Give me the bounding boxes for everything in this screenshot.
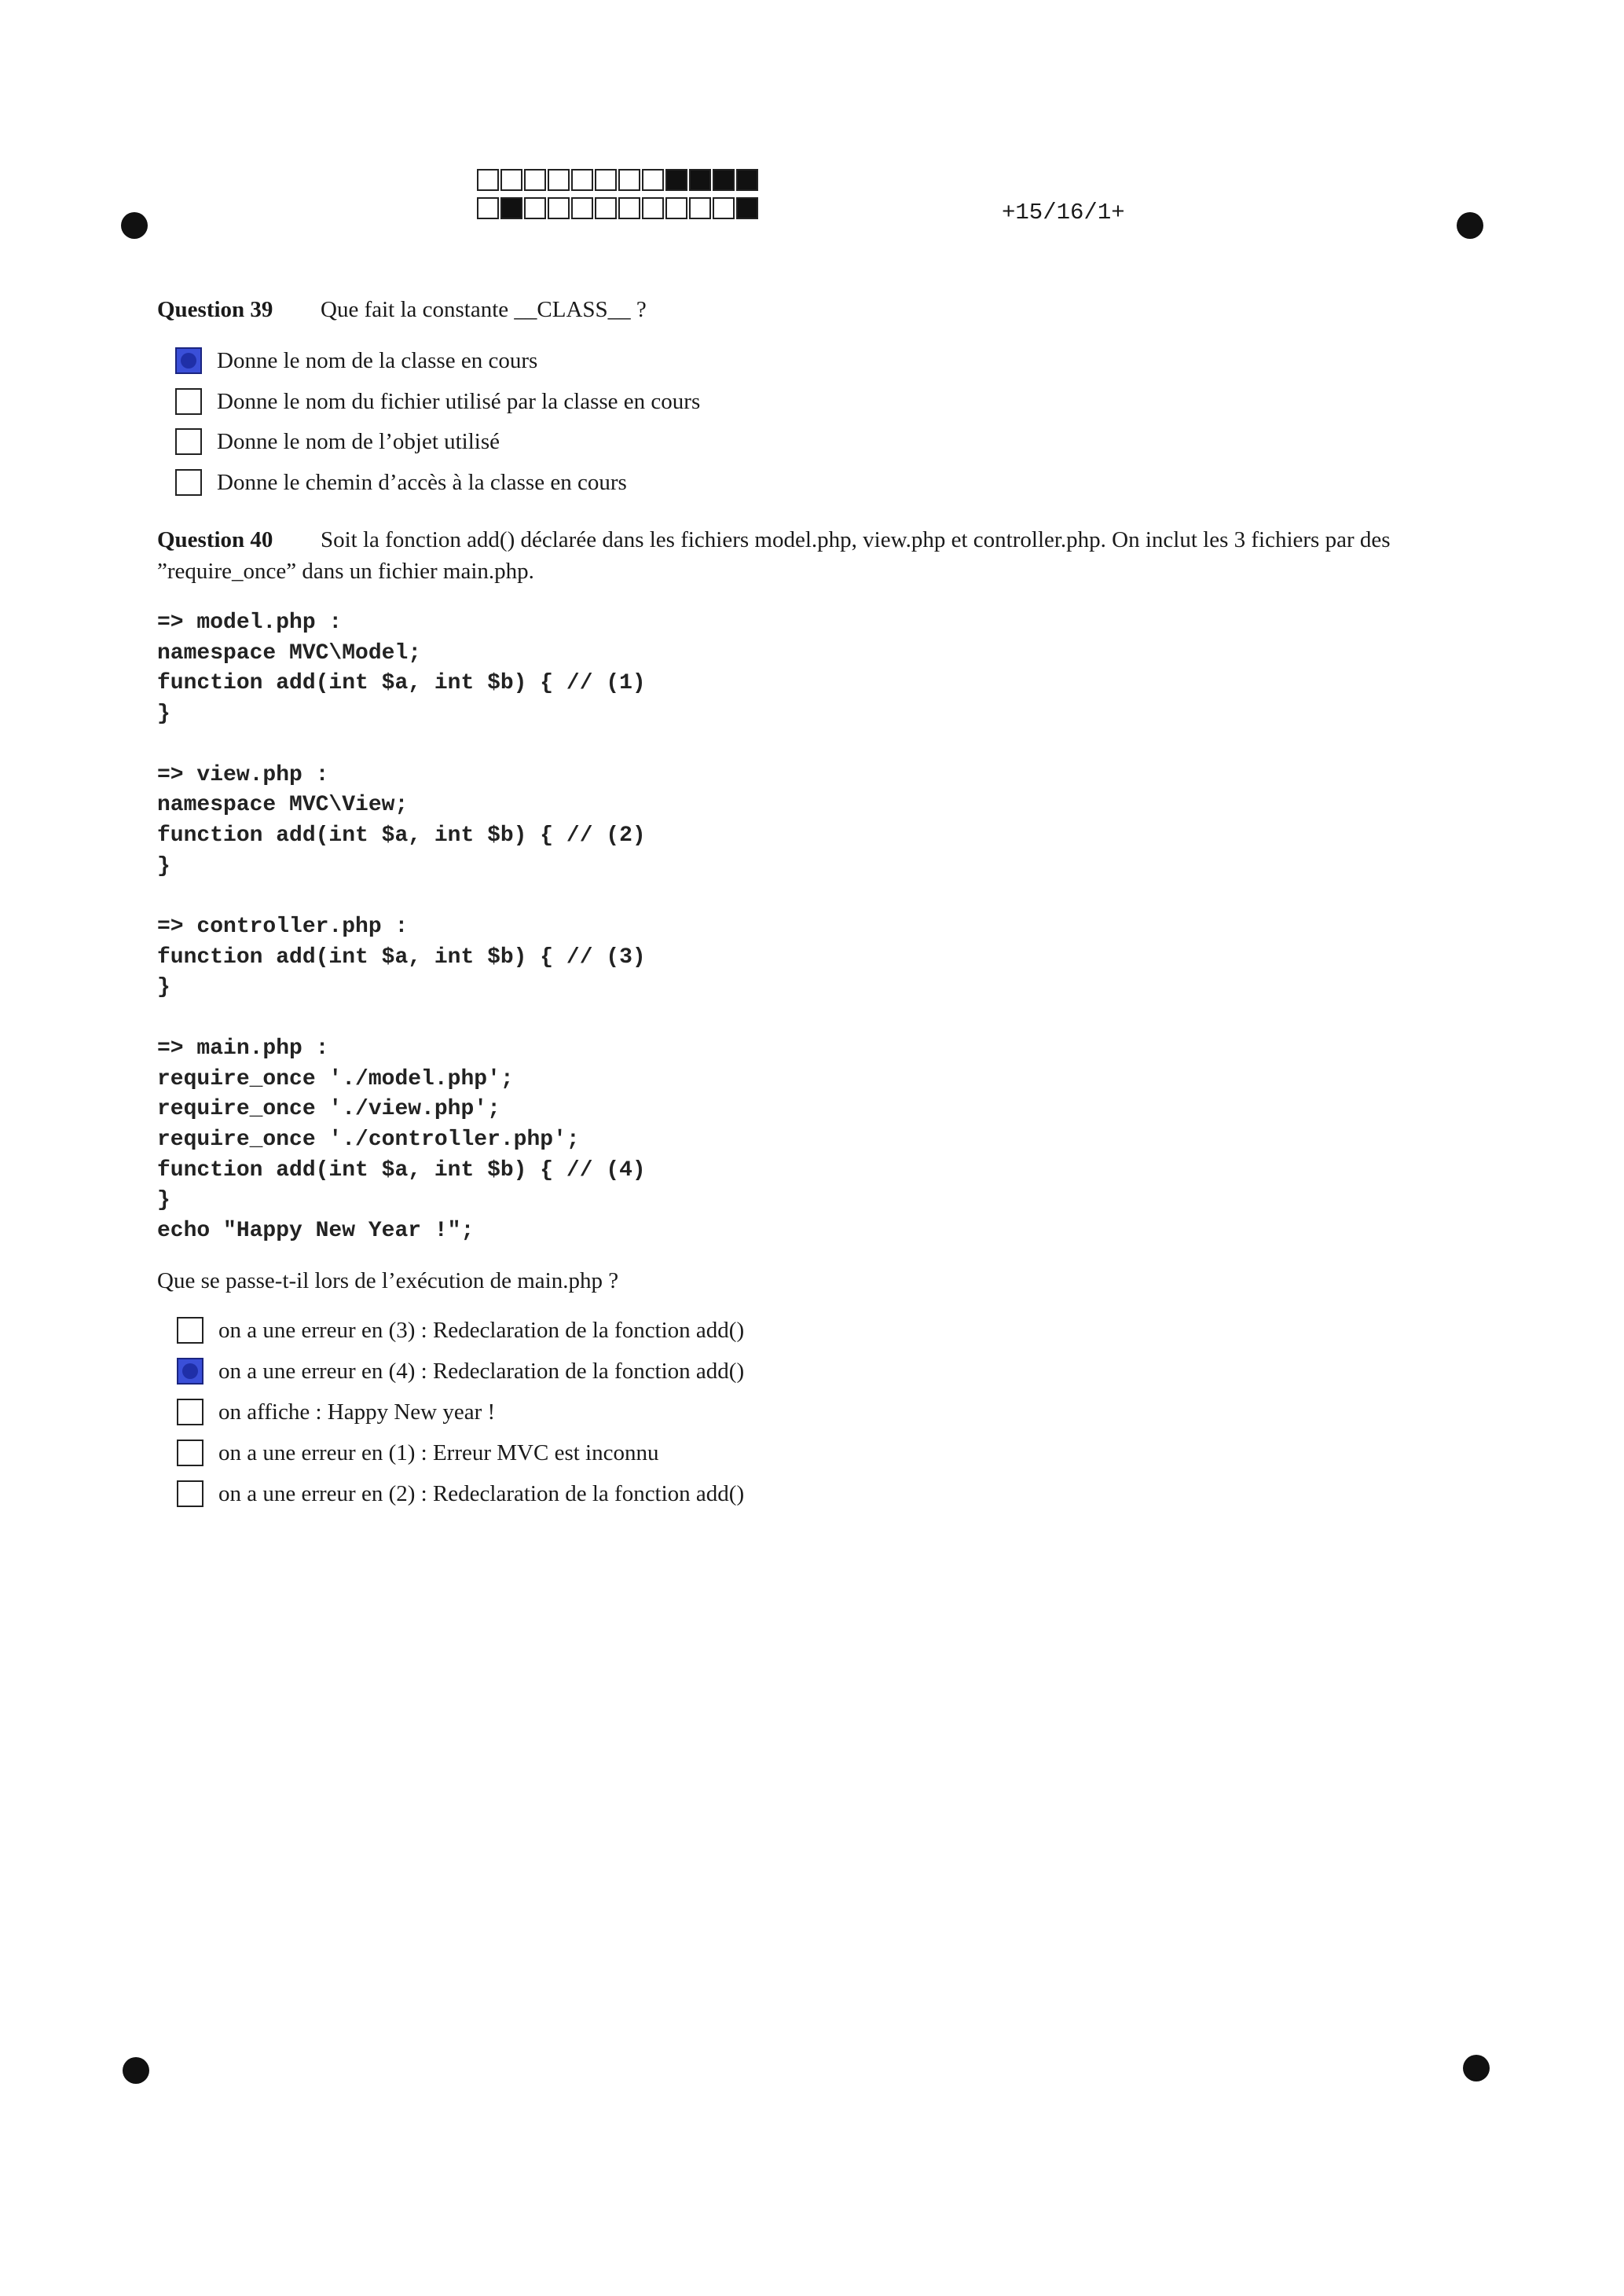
barcode-cell bbox=[689, 197, 711, 219]
answer-option[interactable] bbox=[177, 1437, 658, 1469]
answer-option[interactable] bbox=[175, 426, 500, 457]
question-40-heading bbox=[157, 524, 1454, 587]
barcode-cell bbox=[618, 197, 640, 219]
answer-label: on a une erreur en (3) : Redeclaration de la fonction add() bbox=[218, 1317, 745, 1343]
barcode-cell bbox=[642, 197, 664, 219]
answer-label: Donne le nom du fichier utilisé par la classe en cours bbox=[217, 388, 701, 414]
checkbox[interactable] bbox=[175, 388, 202, 415]
barcode-cell bbox=[571, 197, 593, 219]
page-id: +15/16/1+ bbox=[1002, 200, 1125, 226]
question-39-heading bbox=[157, 294, 647, 325]
barcode-cell bbox=[689, 169, 711, 191]
barcode-cell bbox=[500, 197, 522, 219]
barcode-cell bbox=[665, 169, 687, 191]
answer-label: Donne le nom de l’objet utilisé bbox=[217, 428, 500, 454]
barcode-row-1 bbox=[477, 169, 760, 191]
checkbox[interactable] bbox=[177, 1440, 203, 1466]
checkbox[interactable] bbox=[175, 428, 202, 455]
question-text: Soit la fonction add() déclarée dans les fichiers model.php, view.php et controller.php. On inclut les 3 fichiers par des ”require_once” dans un fichier main.php. bbox=[157, 527, 1391, 584]
checkbox[interactable] bbox=[175, 347, 202, 374]
registration-mark-bottom-left bbox=[123, 2057, 149, 2084]
barcode-cell bbox=[548, 197, 570, 219]
barcode-cell bbox=[477, 169, 499, 191]
checkbox[interactable] bbox=[177, 1480, 203, 1507]
barcode-cell bbox=[595, 197, 617, 219]
barcode-cell bbox=[736, 197, 758, 219]
barcode-cell bbox=[500, 169, 522, 191]
barcode-cell bbox=[618, 169, 640, 191]
barcode-cell bbox=[477, 197, 499, 219]
answer-option[interactable] bbox=[177, 1478, 744, 1509]
answer-option[interactable] bbox=[177, 1396, 495, 1428]
answer-label: Donne le chemin d’accès à la classe en cours bbox=[217, 469, 627, 495]
question-number: Question 39 bbox=[157, 297, 273, 322]
barcode-cell bbox=[713, 169, 735, 191]
answer-label: on a une erreur en (1) : Erreur MVC est inconnu bbox=[218, 1440, 659, 1465]
answer-label: on a une erreur en (2) : Redeclaration de la fonction add() bbox=[218, 1480, 745, 1506]
answer-label: Donne le nom de la classe en cours bbox=[217, 347, 538, 373]
registration-mark-top-left bbox=[121, 212, 148, 239]
barcode-cell bbox=[548, 169, 570, 191]
barcode-row-2 bbox=[477, 197, 760, 219]
barcode-cell bbox=[736, 169, 758, 191]
barcode-cell bbox=[524, 169, 546, 191]
answer-option[interactable] bbox=[175, 386, 700, 417]
barcode-cell bbox=[524, 197, 546, 219]
barcode-cell bbox=[642, 169, 664, 191]
checkbox[interactable] bbox=[175, 469, 202, 496]
barcode-cell bbox=[595, 169, 617, 191]
answer-label: on a une erreur en (4) : Redeclaration de la fonction add() bbox=[218, 1358, 745, 1384]
question-prompt: Que se passe-t-il lors de l’exécution de main.php ? bbox=[157, 1268, 619, 1293]
registration-mark-bottom-right bbox=[1463, 2055, 1490, 2081]
answer-option[interactable] bbox=[177, 1355, 744, 1387]
barcode-cell bbox=[665, 197, 687, 219]
checkbox[interactable] bbox=[177, 1399, 203, 1425]
answer-option[interactable] bbox=[177, 1315, 744, 1346]
answer-option[interactable] bbox=[175, 467, 627, 498]
registration-mark-top-right bbox=[1457, 212, 1483, 239]
checkbox[interactable] bbox=[177, 1317, 203, 1344]
barcode-cell bbox=[713, 197, 735, 219]
question-text: Que fait la constante __CLASS__ ? bbox=[321, 297, 647, 322]
barcode-cell bbox=[571, 169, 593, 191]
question-number: Question 40 bbox=[157, 527, 273, 552]
checkbox[interactable] bbox=[177, 1358, 203, 1385]
answer-option[interactable] bbox=[175, 345, 537, 376]
answer-label: on affiche : Happy New year ! bbox=[218, 1399, 496, 1425]
code-block: => model.php : namespace MVC\Model; function add(int $a, int $b) { // (1) } => view.php : namespace MVC\View; function add(int $a, int $b) { // (2) } => controller.php : function add(int $a, int $b) { // (3) } => main.php : require_once './model.php'; require_once './view.php'; require_once './controller.php'; function add(int $a, int $b) { // (4) } echo "Happy New Year !"; bbox=[157, 611, 646, 1244]
